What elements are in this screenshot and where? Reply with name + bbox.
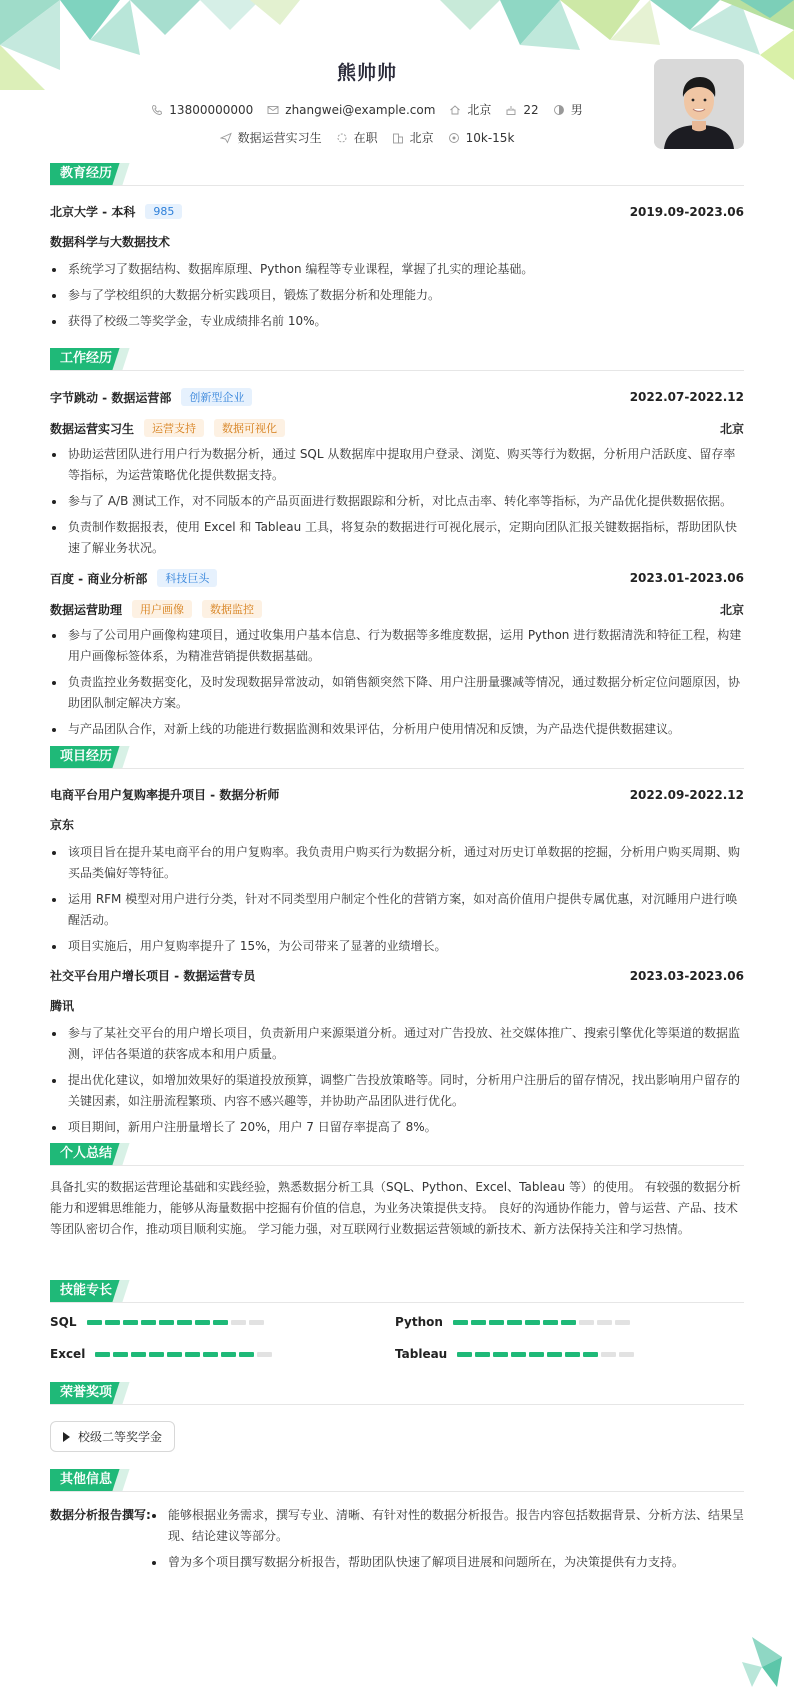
skill-level-segment [239,1352,254,1357]
skill-level-bar [87,1320,264,1325]
gender-icon [553,104,565,116]
work-header [50,348,744,371]
skill-name: Python [395,1315,443,1329]
gender-text: 男 [570,103,583,117]
bullet-item: 提出优化建议，如增加效果好的渠道投放预算，调整广告投放策略等。同时，分析用户注册后的留存情况，找出影响用户留存的关键因素，如注册流程繁琐、内容不感兴趣等，并协助产品团队进行优化。 [68,1070,744,1112]
skill-level-segment [619,1352,634,1357]
age-item [505,103,538,117]
project-bullets [50,1023,744,1138]
company-name: 百度 - 商业分析部 [50,571,148,586]
education-date: 2019.09-2023.06 [629,204,744,219]
job-bullets [50,444,744,559]
job-company-group [50,569,217,587]
skill-level-segment [105,1320,120,1325]
status-text: 在职 [353,131,378,145]
spinner-icon [336,132,348,144]
award-chip [50,1421,175,1452]
job-role: 数据运营助理 [50,602,123,617]
skill-level-segment [543,1320,558,1325]
bullet-item: 负责监控业务数据变化，及时发现数据异常波动，如销售额突然下降、用户注册量骤减等情况，通过数据分析定位问题原因，协助团队制定解决方案。 [68,672,744,714]
company-name: 字节跳动 - 数据运营部 [50,390,172,405]
school-name: 北京大学 - 本科 [50,205,136,219]
bullet-item: 曾为多个项目撰写数据分析报告，帮助团队快速了解项目进展和问题所在，为决策提供有力支持。 [168,1552,744,1573]
project-title-row [50,786,744,803]
skill-row [50,1315,395,1329]
email-text: zhangwei@example.com [285,102,436,117]
job-company-group [50,388,252,406]
bullet-item: 负责制作数据报表，使用 Excel 和 Tableau 工具，将复杂的数据进行可视化展示，定期向团队汇报关键数据指标，帮助团队快速了解业务状况。 [68,517,744,559]
skill-level-segment [231,1320,246,1325]
skill-level-segment [95,1352,110,1357]
job-role: 数据运营实习生 [50,421,135,436]
skill-level-segment [601,1352,616,1357]
skills-header [50,1280,744,1303]
job-entry [50,569,744,740]
skill-level-segment [579,1320,594,1325]
skill-level-segment [257,1352,272,1357]
skill-level-bar [95,1352,272,1357]
avatar [654,59,744,149]
project-entry [50,967,744,1138]
skill-level-segment [453,1320,468,1325]
home-icon [449,104,461,116]
education-header [50,163,744,186]
bullet-item: 参与了某社交平台的用户增长项目，负责新用户来源渠道分析。通过对广告投放、社交媒体推广、搜索引擎优化等渠道的数据监测，评估各渠道的获客成本和用户质量。 [68,1023,744,1065]
section-title: 教育经历 [50,163,122,185]
skill-name: Tableau [395,1347,448,1361]
other-label: 数据分析报告撰写: [50,1508,151,1522]
skill-level-segment [565,1352,580,1357]
location-text: 北京 [467,103,492,117]
skill-level-bar [457,1352,634,1357]
role-tag: 运营支持 [144,419,204,437]
salary-text: 10k-15k [465,130,515,145]
role-tag: 用户画像 [132,600,192,618]
summary-text: 具备扎实的数据运营理论基础和实践经验，熟悉数据分析工具（SQL、Python、Excel、Tableau 等）的使用。 有较强的数据分析能力和逻辑思维能力，能够从海量数据中挖掘有价值的信息，为业务决策提供支持。 良好的沟通协作能力，曾与运营、产品、技术等团队密切合作，推动项目顺利实施。 学习能力强，对互联网行业数据运营领域的新技术、新方法保持关注和学习热情。 [50,1180,741,1236]
role-tag: 数据监控 [202,600,262,618]
job-company-row [50,569,744,587]
job-date: 2022.07-2022.12 [629,390,744,404]
location-item [449,101,491,118]
bullet-item: 协助运营团队进行用户行为数据分析，通过 SQL 从数据库中提取用户登录、浏览、购买等行为数据，分析用户活跃度、留存率等指标，为运营策略优化提供数据支持。 [68,444,744,486]
school-tag: 985 [145,204,182,219]
job-target-text: 数据运营实习生 [237,131,322,145]
email-item [267,103,435,117]
phone-icon [151,104,163,116]
skill-level-segment [529,1352,544,1357]
job-location: 北京 [719,602,744,617]
skill-name: SQL [50,1315,77,1329]
section-title: 项目经历 [50,746,122,768]
corner-decoration [742,1637,782,1687]
city-item [392,129,434,146]
skill-level-segment [123,1320,138,1325]
bullet-item: 能够根据业务需求，撰写专业、清晰、有针对性的数据分析报告。报告内容包括数据背景、分析方法、结果呈现、结论建议等部分。 [168,1505,744,1547]
other-section [50,1469,744,1578]
job-intent-row [20,129,714,146]
skill-level-segment [615,1320,630,1325]
education-section [50,163,744,337]
skills-section [50,1280,744,1361]
company-tag: 科技巨头 [157,569,217,587]
job-role-row [50,419,744,437]
gender-item [553,101,583,118]
bullet-item: 参与了公司用户画像构建项目，通过收集用户基本信息、行为数据等多维度数据，运用 Python 进行数据清洗和特征工程，构建用户画像标签体系，为精准营销提供数据基础。 [68,625,744,667]
skill-level-segment [597,1320,612,1325]
age-text: 22 [523,102,539,117]
candidate-name: 熊帅帅 [336,62,397,84]
contact-row [20,101,714,118]
skill-level-segment [87,1320,102,1325]
skill-level-segment [195,1320,210,1325]
skill-level-segment [203,1352,218,1357]
project-entry [50,786,744,957]
skill-level-segment [113,1352,128,1357]
project-title-row [50,967,744,984]
skill-level-segment [141,1320,156,1325]
section-title: 其他信息 [50,1469,122,1491]
project-items [50,786,744,1138]
section-title: 荣誉奖项 [50,1382,122,1404]
skill-row [50,1347,395,1361]
job-entry [50,388,744,559]
summary-header [50,1143,744,1166]
skill-level-segment [159,1320,174,1325]
role-tag: 数据可视化 [214,419,285,437]
skill-level-segment [525,1320,540,1325]
other-header [50,1469,744,1492]
section-title: 技能专长 [50,1280,122,1302]
skill-level-segment [221,1352,236,1357]
projects-header [50,746,744,769]
skill-level-segment [177,1320,192,1325]
skill-level-segment [471,1320,486,1325]
work-jobs [50,388,744,740]
job-date: 2023.01-2023.06 [629,571,744,585]
bullet-item: 项目期间，新用户注册量增长了 20%，用户 7 日留存率提高了 8%。 [68,1117,744,1138]
award-items [50,1421,744,1452]
play-triangle-icon [63,1432,70,1442]
skill-row [395,1315,740,1329]
building-icon [392,132,404,144]
bullet-item: 与产品团队合作，对新上线的功能进行数据监测和效果评估，分析用户使用情况和反馈，为产品迭代提供数据建议。 [68,719,744,740]
section-title: 个人总结 [50,1143,122,1165]
awards-header [50,1382,744,1405]
job-target-item [220,129,322,146]
skill-level-segment [511,1352,526,1357]
skill-level-segment [475,1352,490,1357]
bullet-item: 项目实施后，用户复购率提升了 15%，为公司带来了显著的业绩增长。 [68,936,744,957]
skill-level-segment [213,1320,228,1325]
awards-section [50,1382,744,1452]
other-block [50,1505,744,1578]
skill-level-segment [185,1352,200,1357]
skill-row [395,1347,740,1361]
section-title: 工作经历 [50,348,122,370]
skill-level-segment [249,1320,264,1325]
project-org: 腾讯 [50,999,75,1013]
bullet-item: 参与了 A/B 测试工作，对不同版本的产品页面进行数据跟踪和分析，对比点击率、转化率等指标，为产品优化提供数据依据。 [68,491,744,512]
skill-level-segment [493,1352,508,1357]
bullet-item: 系统学习了数据结构、数据库原理、Python 编程等专业课程，掌握了扎实的理论基础。 [68,259,744,280]
project-org: 京东 [50,818,75,832]
education-bullets [50,259,744,332]
skill-name: Excel [50,1347,86,1361]
phone-item [151,103,253,117]
skill-level-segment [583,1352,598,1357]
skill-level-segment [507,1320,522,1325]
company-tag: 创新型企业 [181,388,252,406]
projects-section [50,746,744,1143]
skill-level-segment [167,1352,182,1357]
skill-level-segment [149,1352,164,1357]
skill-level-segment [547,1352,562,1357]
cake-icon [505,104,517,116]
salary-item [448,131,515,145]
mail-icon [267,104,279,116]
work-section [50,348,744,745]
job-role-group [50,419,285,437]
other-bullets [150,1505,744,1578]
skill-level-bar [453,1320,630,1325]
job-bullets [50,625,744,740]
skill-level-segment [131,1352,146,1357]
bullet-item: 运用 RFM 模型对用户进行分类，针对不同类型用户制定个性化的营销方案，如对高价值用户提供专属优惠，对沉睡用户进行唤醒活动。 [68,889,744,931]
skill-level-segment [457,1352,472,1357]
project-date: 2022.09-2022.12 [629,787,744,802]
phone-text: 13800000000 [169,102,254,117]
bullet-item: 该项目旨在提升某电商平台的用户复购率。我负责用户购买行为数据分析，通过对历史订单数据的挖掘，分析用户购买周期、购买品类偏好等特征。 [68,842,744,884]
status-item [336,129,378,146]
award-name: 校级二等奖学金 [78,1430,163,1444]
city-text: 北京 [409,131,434,145]
skill-level-segment [489,1320,504,1325]
bullet-item: 参与了学校组织的大数据分析实践项目，锻炼了数据分析和处理能力。 [68,285,744,306]
send-icon [220,132,232,144]
project-date: 2023.03-2023.06 [629,968,744,983]
job-role-group [50,600,262,618]
job-company-row [50,388,744,406]
skills-grid [50,1315,744,1361]
project-name: 社交平台用户增长项目 - 数据运营专员 [50,969,256,983]
bullet-item: 获得了校级二等奖学金，专业成绩排名前 10%。 [68,311,744,332]
job-location: 北京 [719,421,744,436]
project-bullets [50,842,744,957]
project-name: 电商平台用户复购率提升项目 - 数据分析师 [50,788,280,802]
job-role-row [50,600,744,618]
summary-section [50,1143,744,1240]
education-row [50,203,744,220]
major-name: 数据科学与大数据技术 [50,235,171,249]
skill-level-segment [561,1320,576,1325]
coin-icon [448,132,460,144]
